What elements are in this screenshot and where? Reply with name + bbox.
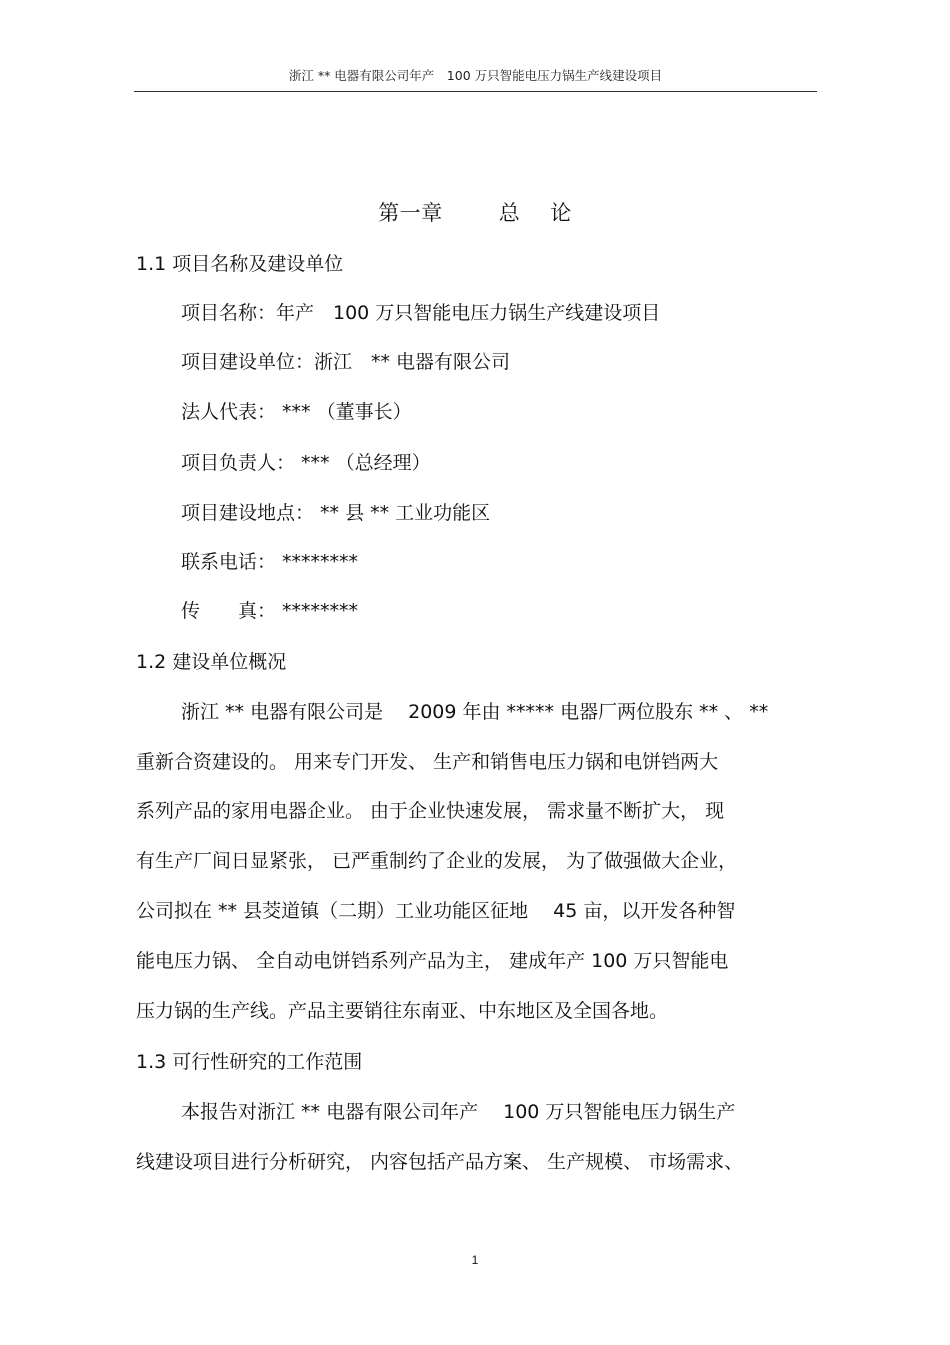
- legal-rep-line: 法人代表： *** （董事长）: [181, 401, 412, 423]
- page-number: 1: [471, 1253, 479, 1267]
- section-heading-1-2: 1.2 建设单位概况: [136, 651, 287, 673]
- section-heading-1-3: 1.3 可行性研究的工作范围: [136, 1051, 363, 1073]
- paragraph-line: 公司拟在 ** 县茭道镇（二期）工业功能区征地 45 亩，以开发各种智: [136, 900, 736, 922]
- paragraph-line: 本报告对浙江 ** 电器有限公司年产 100 万只智能电压力锅生产: [181, 1101, 736, 1123]
- running-header: 浙江 ** 电器有限公司年产 100 万只智能电压力锅生产线建设项目: [288, 68, 663, 83]
- paragraph-line: 压力锅的生产线。产品主要销往东南亚、中东地区及全国各地。: [136, 1000, 669, 1022]
- paragraph-line: 线建设项目进行分析研究， 内容包括产品方案、 生产规模、 市场需求、: [136, 1151, 744, 1173]
- paragraph-line: 浙江 ** 电器有限公司是 2009 年由 ***** 电器厂两位股东 ** 、 **: [181, 701, 769, 723]
- paragraph-line: 系列产品的家用电器企业。 由于企业快速发展， 需求量不断扩大， 现: [136, 800, 725, 822]
- project-name-line: 项目名称：年产 100 万只智能电压力锅生产线建设项目: [181, 302, 661, 324]
- chapter-title-b: 论: [550, 201, 572, 225]
- project-location-line: 项目建设地点： ** 县 ** 工业功能区: [181, 502, 491, 524]
- chapter-title: [0, 197, 950, 227]
- section-heading-1-1: 1.1 项目名称及建设单位: [136, 253, 344, 275]
- chapter-title-a: 总: [498, 201, 521, 225]
- project-unit-line: 项目建设单位：浙江 ** 电器有限公司: [181, 351, 511, 373]
- phone-line: 联系电话： ********: [181, 551, 359, 573]
- chapter-label: 第一章: [378, 201, 443, 225]
- paragraph-line: 有生产厂间日显紧张， 已严重制约了企业的发展， 为了做强做大企业，: [136, 850, 738, 872]
- paragraph-line: 能电压力锅、 全自动电饼铛系列产品为主， 建成年产 100 万只智能电: [136, 950, 729, 972]
- header-rule: [134, 91, 817, 92]
- fax-line: 传 真： ********: [181, 600, 359, 622]
- paragraph-line: 重新合资建设的。 用来专门开发、 生产和销售电压力锅和电饼铛两大: [136, 751, 719, 773]
- project-lead-line: 项目负责人： *** （总经理）: [181, 452, 431, 474]
